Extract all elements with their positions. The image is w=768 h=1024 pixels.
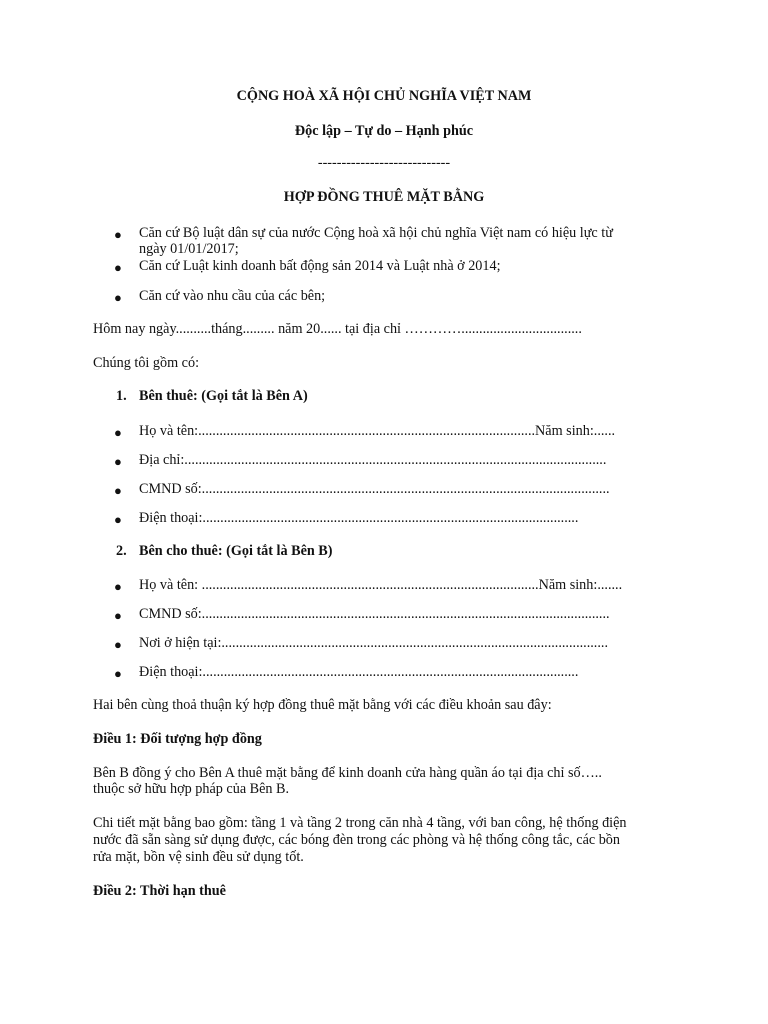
article-1-para-1-line-2: thuộc sở hữu hợp pháp của Bên B. (93, 781, 290, 797)
bullet-icon: ● (114, 512, 122, 527)
separator-line: ---------------------------- (317, 155, 451, 171)
party-a-number: 1. (116, 388, 127, 404)
party-a-heading: Bên thuê: (Gọi tắt là Bên A) (139, 388, 308, 404)
parties-intro: Chúng tôi gồm có: (93, 355, 200, 371)
motto: Độc lập – Tự do – Hạnh phúc (294, 123, 474, 139)
date-location-line: Hôm nay ngày..........tháng......... năm 20...... tại địa chỉ ………….................................. (93, 321, 582, 337)
party-b-name-field: Họ và tên: ...............................................................................................Năm sinh:....... (139, 577, 623, 593)
nation-heading: CỘNG HOÀ XÃ HỘI CHỦ NGHĨA VIỆT NAM (236, 88, 532, 104)
bullet-icon: ● (114, 425, 122, 440)
party-b-number: 2. (116, 543, 127, 559)
party-b-id-field: CMND số:................................................................................................................... (139, 606, 610, 622)
bullet-icon: ● (114, 666, 122, 681)
bullet-icon: ● (114, 579, 122, 594)
bullet-icon: ● (114, 608, 122, 623)
article-1-para-2-line-3: rửa mặt, bồn vệ sinh đều sử dụng tốt. (93, 849, 304, 865)
preamble-item-1-line-2: ngày 01/01/2017; (139, 241, 239, 257)
party-b-residence-field: Nơi ở hiện tại:............................................................................................................. (139, 635, 608, 651)
bullet-icon: ● (114, 637, 122, 652)
bullet-icon: ● (114, 227, 122, 242)
bullet-icon: ● (114, 260, 122, 275)
article-1-heading: Điều 1: Đối tượng hợp đồng (93, 731, 262, 747)
party-a-id-field: CMND số:................................................................................................................... (139, 481, 610, 497)
bullet-icon: ● (114, 483, 122, 498)
article-1-para-2-line-1: Chi tiết mặt bằng bao gồm: tầng 1 và tầng 2 trong căn nhà 4 tầng, với ban công, hệ thống điện (93, 815, 627, 831)
party-b-phone-field: Điện thoại:.......................................................................................................... (139, 664, 579, 680)
preamble-item-1-line-1: Căn cứ Bộ luật dân sự của nước Cộng hoà xã hội chủ nghĩa Việt nam có hiệu lực từ (139, 225, 613, 241)
article-1-para-1-line-1: Bên B đồng ý cho Bên A thuê mặt bằng để kinh doanh cửa hàng quần áo tại địa chỉ số….. (93, 765, 602, 781)
bullet-icon: ● (114, 290, 122, 305)
preamble-item-2: Căn cứ Luật kinh doanh bất động sản 2014 và Luật nhà ở 2014; (139, 258, 501, 274)
article-2-heading: Điều 2: Thời hạn thuê (93, 883, 226, 899)
preamble-item-3: Căn cứ vào nhu cầu của các bên; (139, 288, 326, 304)
party-a-name-field: Họ và tên:...............................................................................................Năm sinh:...... (139, 423, 616, 439)
party-a-address-field: Địa chỉ:....................................................................................................................... (139, 452, 607, 468)
party-b-heading: Bên cho thuê: (Gọi tắt là Bên B) (139, 543, 333, 559)
agreement-statement: Hai bên cùng thoả thuận ký hợp đồng thuê mặt bằng với các điều khoản sau đây: (93, 697, 552, 713)
document-title: HỢP ĐỒNG THUÊ MẶT BẰNG (283, 189, 485, 205)
article-1-para-2-line-2: nước đã sẵn sàng sử dụng được, các bóng đèn trong các phòng và hệ thống công tắc, các bồn (93, 832, 620, 848)
bullet-icon: ● (114, 454, 122, 469)
party-a-phone-field: Điện thoại:.......................................................................................................... (139, 510, 579, 526)
